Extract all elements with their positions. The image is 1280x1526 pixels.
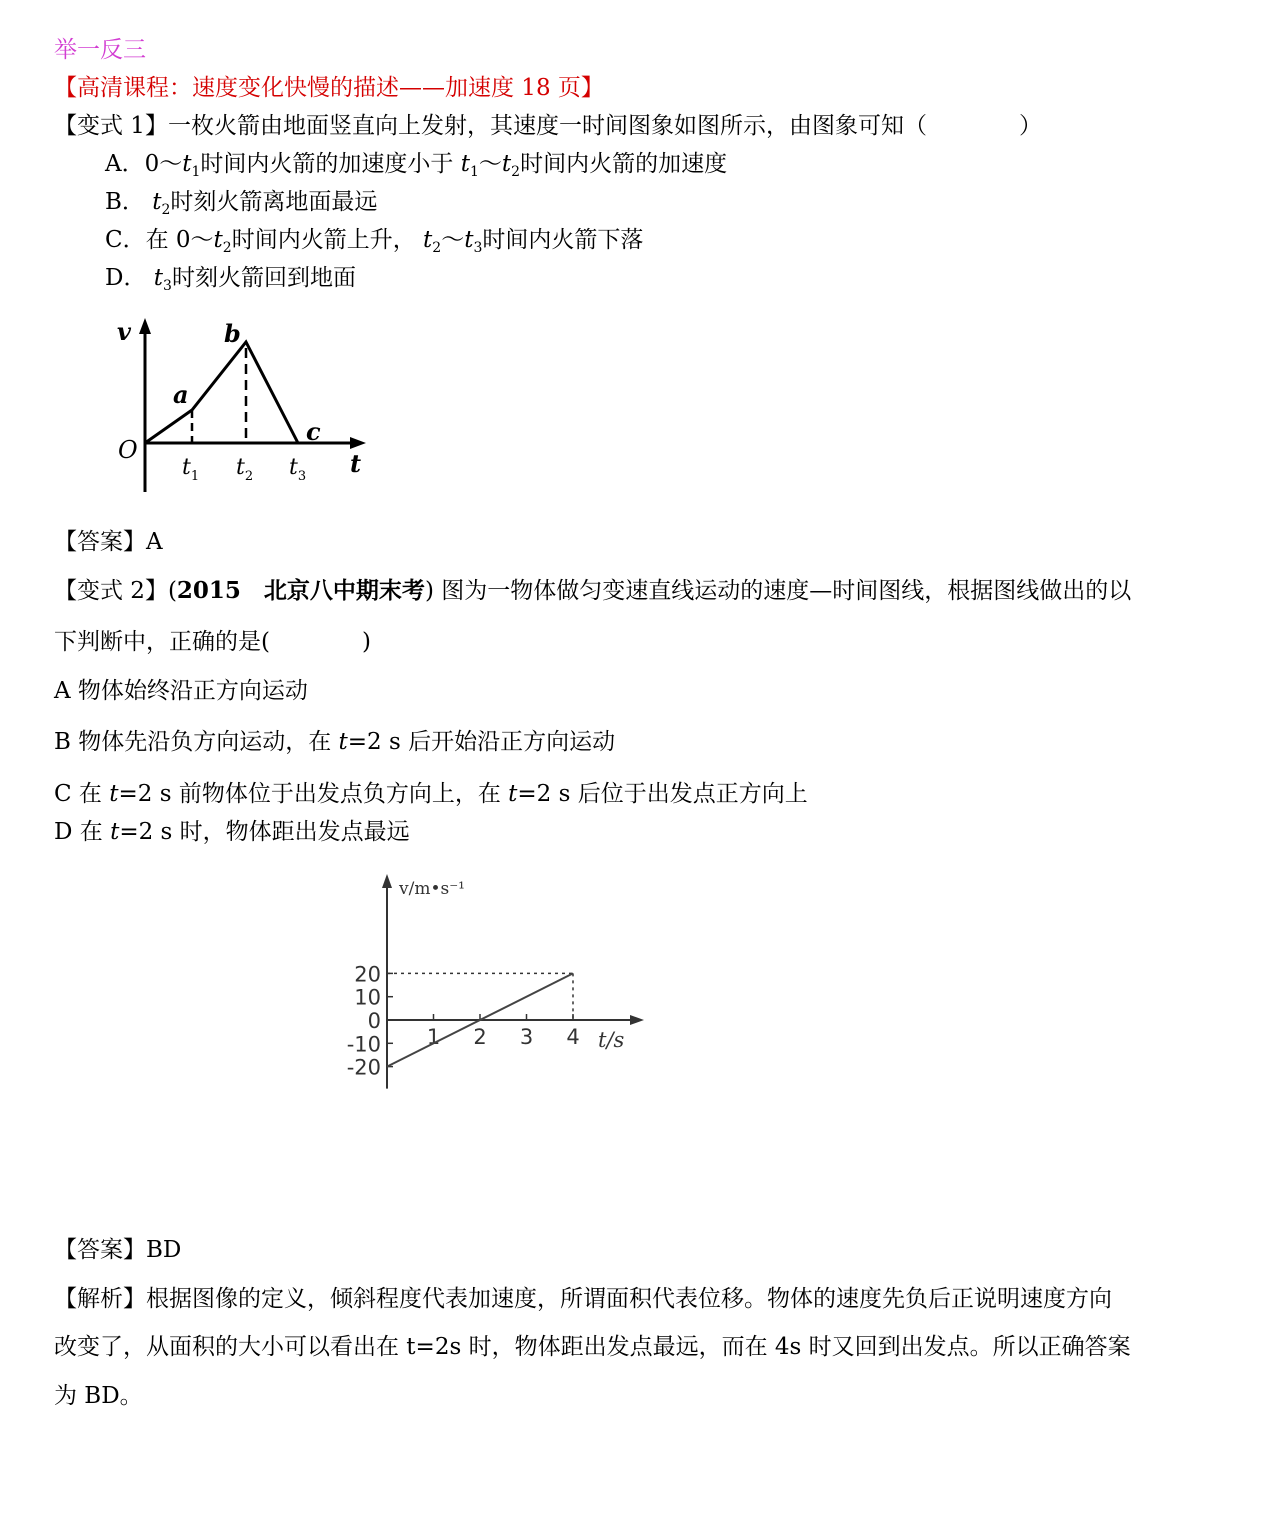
q2-option-b: B 物体先沿负方向运动，在 t=2 s 后开始沿正方向运动 [54, 729, 616, 755]
q1-vt-figure [100, 310, 380, 500]
q2-vt-chart [330, 870, 660, 1140]
course-reference: 【高清课程：速度变化快慢的描述——加速度 18 页】 [54, 75, 604, 101]
fig1-point-c: c [306, 417, 321, 446]
y-tick-label: 10 [354, 985, 381, 1010]
q1-answer: 【答案】A [54, 529, 163, 555]
x-tick-label: 1 [426, 1025, 441, 1049]
x-axis-label: t/s [598, 1028, 625, 1052]
fig1-v-axis-arrow [139, 318, 151, 334]
x-tick-label: 2 [473, 1025, 487, 1049]
fig1-velocity-line [145, 342, 298, 443]
y-tick-label: -10 [346, 1032, 381, 1057]
x-axis-arrow [630, 1015, 644, 1025]
q1-option-c: C．在 $0\sim t_2$时间内火箭上升， $t_2\sim t_3$时间内火箭下落 [105, 227, 644, 256]
q2-option-d: D 在 t=2 s 时，物体距出发点最远 [54, 819, 410, 845]
y-axis-label: v/m•s⁻¹ [399, 879, 465, 899]
q2-title-line2: 下判断中，正确的是( ) [54, 629, 371, 655]
fig1-tick-t3: $t_3$ [289, 455, 307, 484]
q1-title: 【变式 1】一枚火箭由地面竖直向上发射，其速度一时间图象如图所示，由图象可知（ ） [54, 113, 1042, 139]
q2-option-a: A 物体始终沿正方向运动 [54, 678, 308, 704]
section-heading: 举一反三 [54, 37, 146, 63]
fig1-point-a: a [173, 380, 189, 409]
fig1-axis-v-label: v [117, 317, 131, 346]
q2-option-c: C 在 t=2 s 前物体位于出发点负方向上，在 t=2 s 后位于出发点正方向上 [54, 781, 808, 807]
fig1-t-axis-arrow [350, 437, 366, 449]
q2-analysis-line1: 【解析】根据图像的定义，倾斜程度代表加速度，所谓面积代表位移。物体的速度先负后正说明速度方向 [54, 1286, 1112, 1312]
q2-vt-chart-svg [330, 870, 660, 1140]
q2-analysis-line2: 改变了，从面积的大小可以看出在 t=2s 时，物体距出发点最远，而在 4s 时又回到出发点。所以正确答案 [54, 1334, 1131, 1360]
q2-analysis-line3: 为 BD。 [54, 1383, 143, 1409]
x-tick-label: 4 [566, 1025, 580, 1049]
fig1-origin-label: O [118, 436, 138, 464]
q2-answer: 【答案】BD [54, 1237, 182, 1263]
q1-option-a: A．$0\sim t_1$时间内火箭的加速度小于 $t_1\sim t_2$时间内火箭的加速度 [105, 151, 728, 180]
y-tick-label: 0 [367, 1009, 381, 1033]
fig1-tick-t1: $t_1$ [182, 455, 200, 484]
fig1-point-b: b [224, 319, 241, 348]
q1-option-d: D． $t_3$时刻火箭回到地面 [105, 265, 356, 294]
fig1-axis-t-label: t [350, 449, 362, 478]
q1-option-b: B． $t_2$时刻火箭离地面最远 [105, 189, 378, 218]
y-axis-arrow [382, 874, 392, 888]
x-tick-label: 3 [519, 1025, 534, 1049]
y-tick-label: -20 [346, 1055, 381, 1080]
y-tick-label: 20 [354, 962, 381, 987]
q2-title: 【变式 2】(2015 北京八中期末考) 图为一物体做匀变速直线运动的速度—时间图线，根据图线做出的以 [54, 577, 1132, 604]
fig1-tick-t2: $t_2$ [236, 455, 254, 484]
